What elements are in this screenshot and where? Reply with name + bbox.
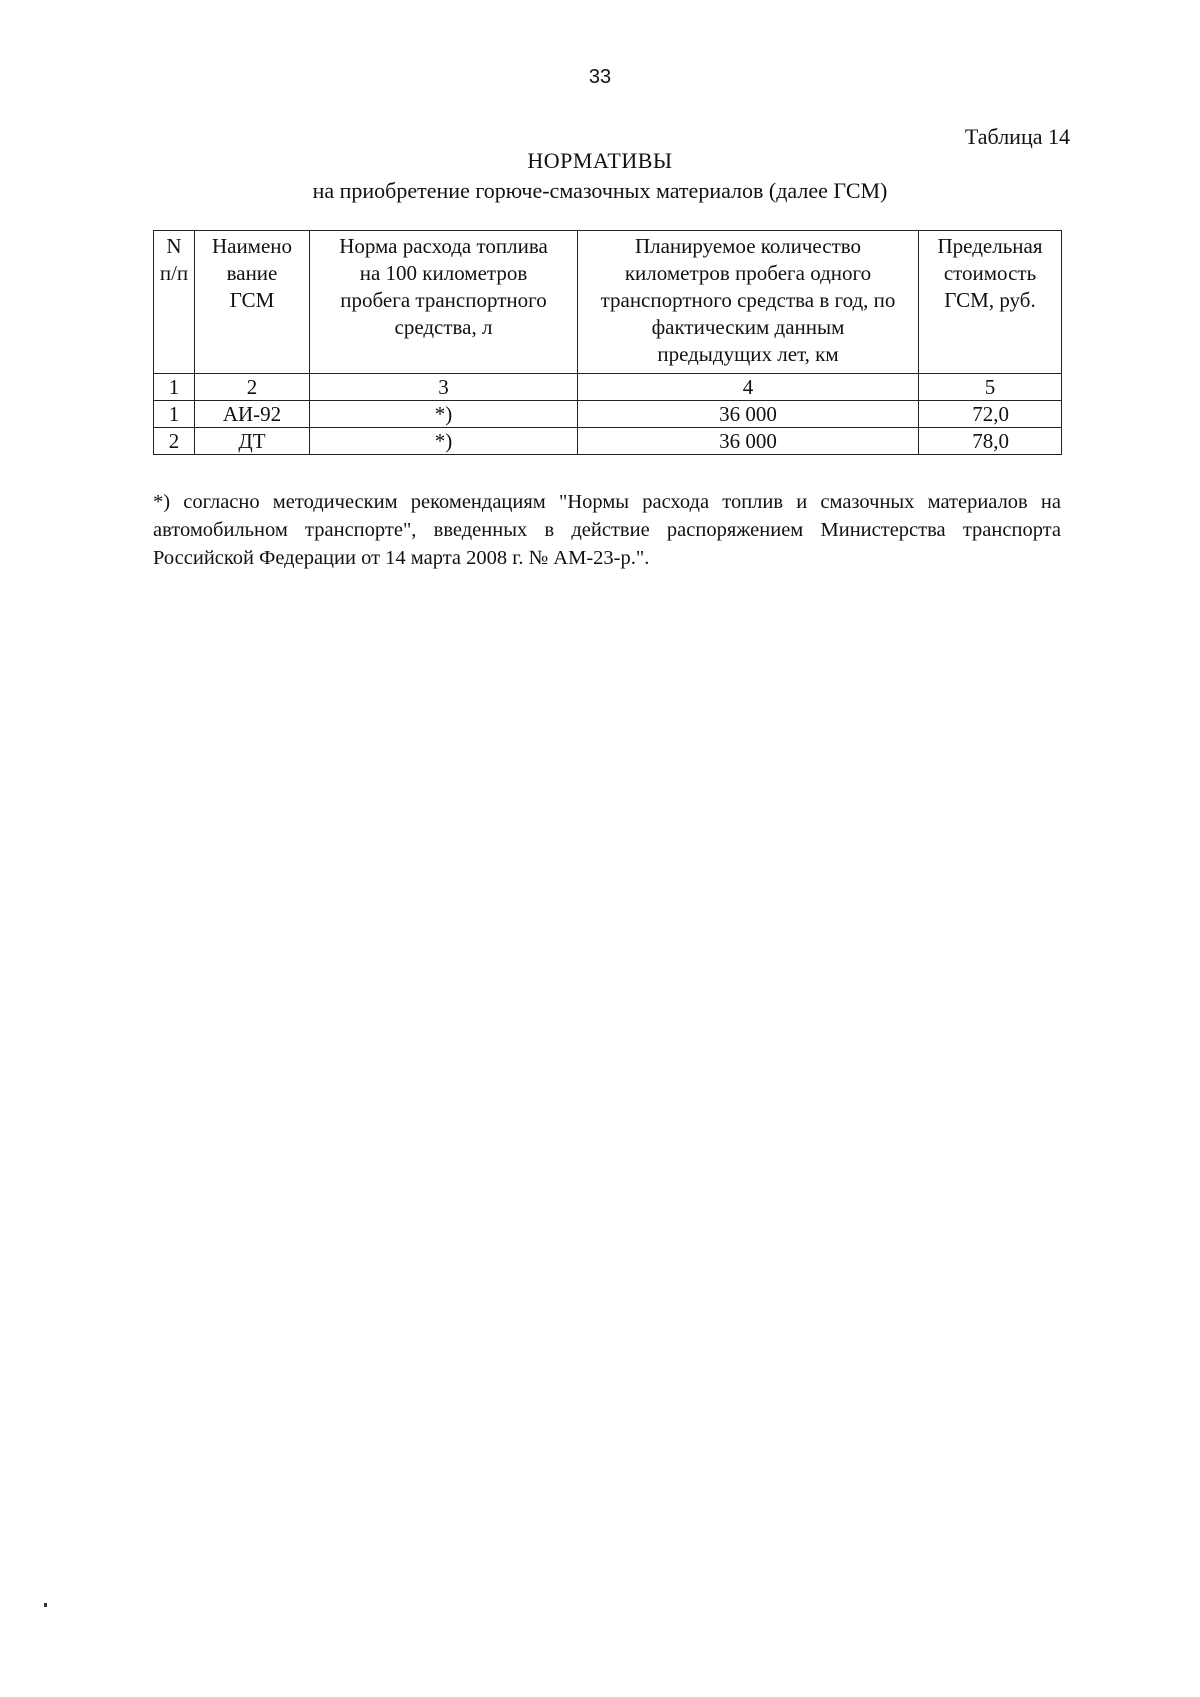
- header-fuel-name: Наимено вание ГСМ: [195, 231, 310, 374]
- header-planned-mileage: Планируемое количество километров пробега одного транспортного средства в год, по фактическим данным предыдущих лет, км: [578, 231, 919, 374]
- consumption-norm: *): [310, 428, 578, 455]
- document-title: НОРМАТИВЫ: [527, 148, 673, 173]
- header-number: N п/п: [154, 231, 195, 374]
- document-subtitle: на приобретение горюче-смазочных материалов (далее ГСМ): [312, 178, 888, 203]
- planned-mileage: 36 000: [578, 428, 919, 455]
- row-number: 2: [154, 428, 195, 455]
- norms-table: [153, 230, 1062, 455]
- footnote: *) согласно методическим рекомендациям "Нормы расхода топлив и смазочных материалов на автомобильном транспорте", введенных в действие распоряжением Министерства транспорта Российской Федерации от 14 марта 2008 г. № АМ-23-р.".: [153, 491, 1061, 569]
- header-max-cost: Предельная стоимость ГСМ, руб.: [919, 231, 1062, 374]
- column-number: 3: [310, 374, 578, 401]
- column-numbers-row: [154, 374, 1062, 401]
- consumption-norm: *): [310, 401, 578, 428]
- fuel-name: АИ-92: [195, 401, 310, 428]
- table-row: [154, 401, 1062, 428]
- column-number: 5: [919, 374, 1062, 401]
- table-row: [154, 428, 1062, 455]
- fuel-name: ДТ: [195, 428, 310, 455]
- planned-mileage: 36 000: [578, 401, 919, 428]
- header-consumption-norm: Норма расхода топлива на 100 километров пробега транспортного средства, л: [310, 231, 578, 374]
- table-header-row: [154, 231, 1062, 374]
- column-number: 2: [195, 374, 310, 401]
- column-number: 4: [578, 374, 919, 401]
- scan-speck: [44, 1603, 47, 1607]
- table-label: Таблица 14: [964, 124, 1070, 149]
- column-number: 1: [154, 374, 195, 401]
- row-number: 1: [154, 401, 195, 428]
- page-number: 33: [588, 66, 612, 88]
- max-cost: 72,0: [919, 401, 1062, 428]
- max-cost: 78,0: [919, 428, 1062, 455]
